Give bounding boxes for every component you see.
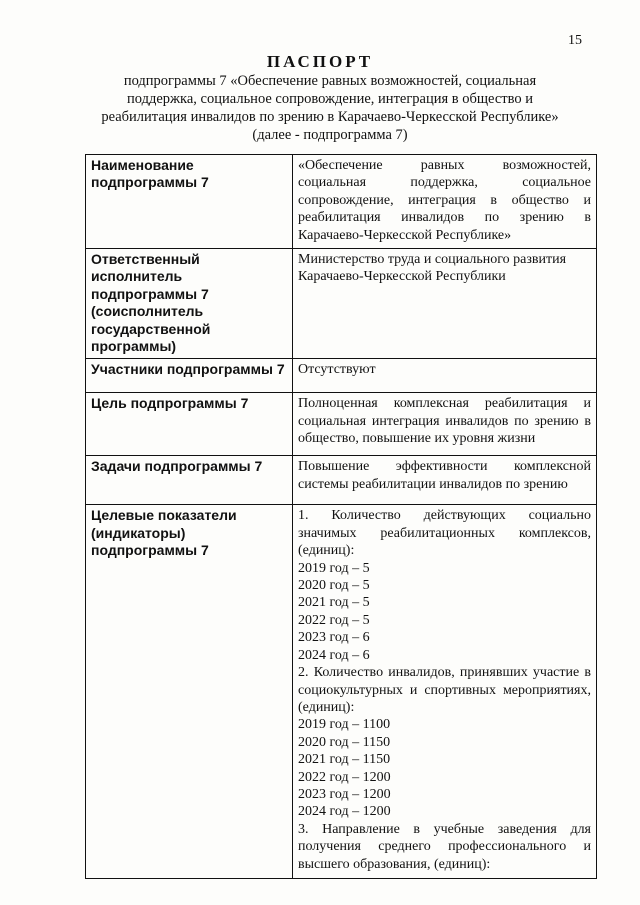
indicator-year-value: 2021 год – 5	[298, 595, 370, 611]
row-label: Наименование подпрограммы 7	[86, 155, 293, 249]
row-label: Участники подпрограммы 7	[86, 359, 293, 393]
page-number: 15	[568, 33, 582, 48]
indicator-year-value: 2023 год – 1200	[298, 786, 391, 802]
document-title: ПАСПОРТ	[266, 52, 374, 71]
indicator-year-value: 2024 год – 6	[298, 647, 370, 663]
indicators-cell	[293, 505, 597, 879]
table-row	[86, 505, 597, 879]
row-label: Цель подпрограммы 7	[86, 393, 293, 456]
row-label: Ответственный исполнитель подпрограммы 7 (соисполнитель государственной программы)	[86, 249, 293, 359]
indicator-year-value: 2019 год – 5	[298, 560, 370, 576]
indicator-year-value: 2022 год – 1200	[298, 769, 391, 785]
table-row	[86, 249, 597, 359]
table-row	[86, 456, 597, 505]
row-value: Повышение эффективности комплексной системы реабилитации инвалидов по зрению	[293, 456, 597, 505]
passport-table	[85, 154, 597, 879]
indicator-year-value: 2021 год – 1150	[298, 752, 391, 768]
indicator-year-value: 2020 год – 1150	[298, 734, 391, 750]
row-value: Отсутствуют	[293, 359, 597, 393]
indicator-text: 3. Направление в учебные заведения для получения среднего профессионального и высшего образования, (единиц):	[298, 821, 591, 872]
subtitle-line: подпрограммы 7 «Обеспечение равных возможностей, социальная	[123, 73, 537, 89]
table-row	[86, 393, 597, 456]
row-label: Задачи подпрограммы 7	[86, 456, 293, 505]
indicator-year-value: 2020 год – 5	[298, 578, 370, 594]
table-row	[86, 155, 597, 249]
subtitle-line: поддержка, социальное сопровождение, интеграция в общество и	[127, 91, 533, 107]
table-row	[86, 359, 597, 393]
indicator-year-value: 2019 год – 1100	[298, 717, 391, 733]
subtitle-line: реабилитация инвалидов по зрению в Карачаево-Черкесской Республике»	[101, 109, 559, 125]
row-label: Целевые показатели (индикаторы) подпрограммы 7	[86, 505, 293, 879]
indicator-year-value: 2023 год – 6	[298, 630, 370, 646]
indicator-text: 1. Количество действующих социально значимых реабилитационных комплексов, (единиц):	[298, 508, 591, 559]
document-subtitle	[90, 72, 570, 144]
indicator-text: 2. Количество инвалидов, принявших участие в социокультурных и спортивных мероприятиях, (единиц):	[298, 665, 591, 715]
row-value: Полноценная комплексная реабилитация и социальная интеграция инвалидов по зрению в общество, повышение их уровня жизни	[293, 393, 597, 456]
indicator-year-value: 2022 год – 5	[298, 612, 370, 628]
row-value: Министерство труда и социального развития Карачаево-Черкесской Республики	[293, 249, 597, 359]
row-value: «Обеспечение равных возможностей, социальная поддержка, социальное сопровождение, интеграция в общество и реабилитация инвалидов по зрению в Карачаево-Черкесской Республике»	[293, 155, 597, 249]
indicator-year-value: 2024 год – 1200	[298, 804, 391, 820]
subtitle-line: (далее - подпрограмма 7)	[252, 127, 408, 143]
